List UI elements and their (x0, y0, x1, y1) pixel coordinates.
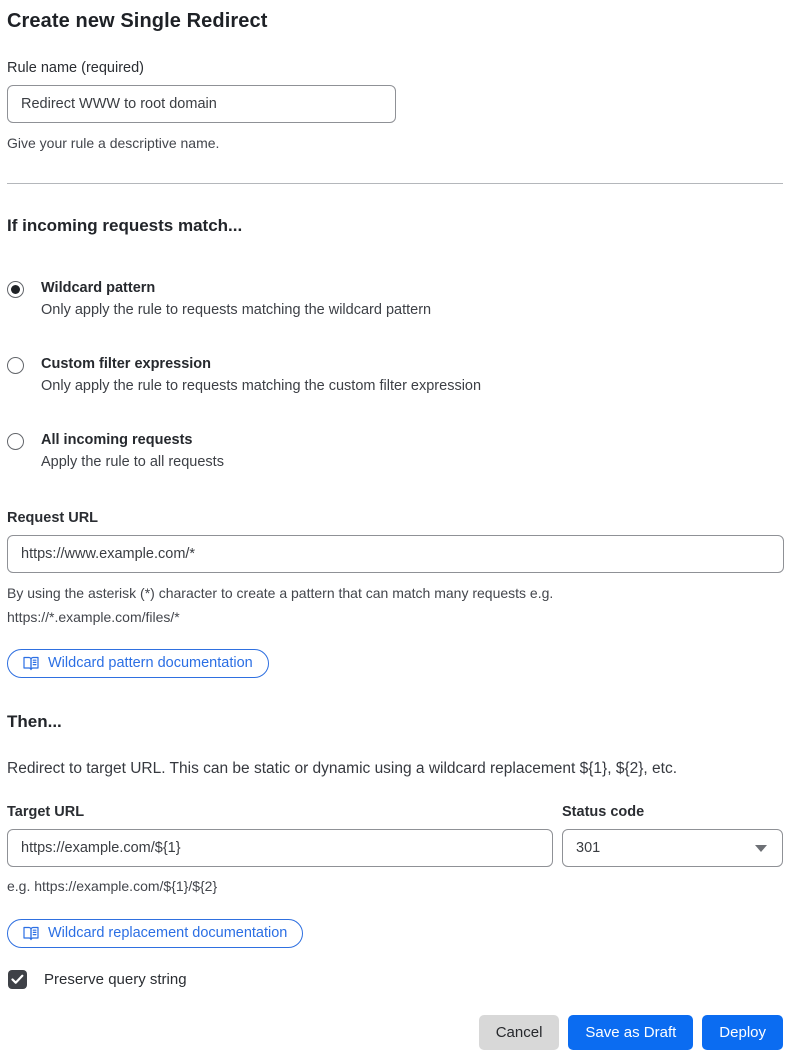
target-url-input[interactable] (7, 829, 553, 867)
status-code-label: Status code (562, 804, 645, 820)
cancel-button[interactable]: Cancel (479, 1015, 560, 1050)
then-section-heading: Then... (7, 712, 62, 731)
radio-option-all-requests[interactable] (7, 432, 783, 470)
rule-name-helper: Give your rule a descriptive name. (7, 135, 220, 151)
request-url-label: Request URL (7, 510, 99, 526)
status-code-value: 301 (576, 840, 601, 856)
book-icon (23, 656, 39, 671)
radio-unselected-icon[interactable] (7, 357, 24, 374)
radio-label: All incoming requests (41, 432, 193, 448)
wildcard-replacement-docs-button[interactable] (7, 919, 303, 948)
radio-description: Only apply the rule to requests matching the wildcard pattern (41, 302, 432, 318)
request-url-helper (7, 581, 783, 629)
request-url-helper-line1: By using the asterisk (*) character to create a pattern that can match many requests e.g. (7, 585, 554, 601)
match-type-radio-group (7, 280, 783, 470)
target-url-label: Target URL (7, 804, 85, 820)
rule-name-input[interactable] (7, 85, 396, 123)
deploy-button[interactable]: Deploy (702, 1015, 783, 1050)
checkbox-checked-icon[interactable] (8, 970, 27, 989)
doc-button-label: Wildcard replacement documentation (48, 925, 288, 941)
section-divider (7, 183, 783, 184)
preserve-query-label: Preserve query string (44, 971, 187, 988)
doc-button-label: Wildcard pattern documentation (48, 655, 253, 671)
request-url-input[interactable] (7, 535, 784, 573)
footer-actions (7, 1015, 783, 1050)
wildcard-pattern-docs-button[interactable] (7, 649, 269, 678)
page-title: Create new Single Redirect (7, 10, 268, 32)
radio-option-custom-filter[interactable] (7, 356, 783, 394)
radio-label: Custom filter expression (41, 356, 212, 372)
book-icon (23, 926, 39, 941)
radio-unselected-icon[interactable] (7, 433, 24, 450)
radio-description: Only apply the rule to requests matching the custom filter expression (41, 378, 482, 394)
target-status-row (7, 804, 783, 898)
status-code-select[interactable] (562, 829, 783, 867)
radio-label: Wildcard pattern (41, 280, 156, 296)
radio-description: Apply the rule to all requests (41, 454, 224, 470)
rule-name-label: Rule name (required) (7, 60, 145, 76)
save-as-draft-button[interactable]: Save as Draft (568, 1015, 693, 1050)
request-url-helper-line2: https://*.example.com/files/* (7, 609, 180, 625)
target-url-helper: e.g. https://example.com/${1}/${2} (7, 878, 218, 894)
radio-selected-icon[interactable] (7, 281, 24, 298)
then-description: Redirect to target URL. This can be static or dynamic using a wildcard replacement ${1}, ${2}, etc. (7, 760, 678, 777)
chevron-down-icon (755, 845, 767, 852)
match-section-heading: If incoming requests match... (7, 216, 243, 235)
radio-option-wildcard-pattern[interactable] (7, 280, 783, 318)
preserve-query-checkbox-row[interactable] (8, 970, 783, 989)
